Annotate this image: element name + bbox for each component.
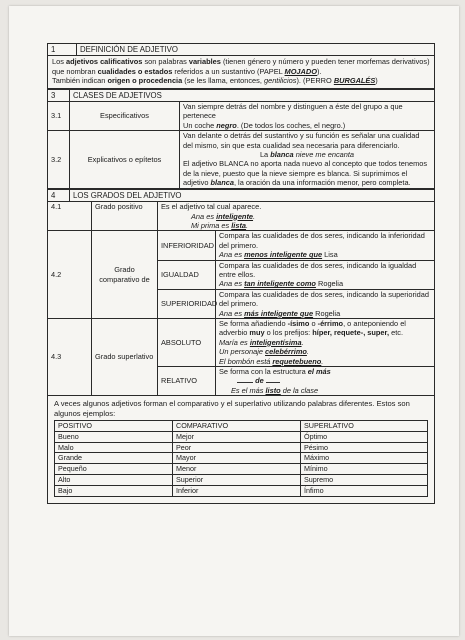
- text: Mi prima es: [191, 220, 232, 230]
- subgrade-relativo: RELATIVO: [158, 367, 216, 396]
- example-line: [219, 386, 431, 395]
- term-origen: origen o procedencia: [107, 76, 183, 86]
- text: o: [309, 318, 318, 328]
- section-title: DEFINICIÓN DE ADJETIVO: [77, 44, 435, 56]
- text: .: [321, 356, 324, 366]
- definition-paragraph: [52, 57, 430, 76]
- cell-positivo: Bajo: [55, 485, 173, 496]
- class-desc-explicativos: [180, 131, 435, 188]
- text: referidos a un sustantivo (PAPEL: [172, 66, 285, 76]
- text: nieve me encanta: [293, 150, 355, 160]
- subgrade-inferioridad: INFERIORIDAD: [158, 231, 216, 260]
- section-grades: [47, 189, 435, 397]
- example-line: [183, 121, 431, 130]
- suffix-errimo: -érrimo: [317, 318, 344, 328]
- example-word: celebérrimo: [265, 347, 307, 357]
- text: ). (PERRO: [296, 76, 334, 86]
- structure-line: [219, 376, 431, 385]
- term-adjetivos-calificativos: adjetivos calificativos: [65, 57, 143, 67]
- text: o los prefijos:: [264, 328, 313, 338]
- grade-label-positivo: Grado positivo: [92, 202, 158, 231]
- adverb-muy: muy: [249, 328, 265, 338]
- example-line: [219, 309, 431, 318]
- example-word: menos inteligente que: [244, 250, 323, 260]
- text: .: [253, 211, 256, 221]
- desc-line: Van delante o detrás del sustantivo y su función es señalar una cualidad del mismo, sin que esta cualidad sea necesaria para diferenciarlo.: [183, 131, 420, 150]
- text: Es el más: [231, 385, 266, 395]
- example-line: [219, 338, 431, 347]
- row-number: 4.2: [48, 231, 92, 319]
- blank-line: [237, 382, 253, 383]
- desc-line: Van siempre detrás del nombre y distinguen a éste del grupo a que pertenece: [183, 102, 403, 121]
- grade-label-superlativo: Grado superlativo: [92, 318, 158, 395]
- table-row: [55, 475, 428, 486]
- class-desc-especificativos: [180, 102, 435, 131]
- section-title: CLASES DE ADJETIVOS: [70, 89, 435, 101]
- cell-comparativo: Mejor: [173, 431, 301, 442]
- text: , o anteponiendo el adverbio: [219, 318, 406, 338]
- text: .: [306, 347, 309, 357]
- example-line: [219, 347, 431, 356]
- desc-line: Compara las cualidades de dos seres, indicando la igualdad entre ellos.: [219, 260, 417, 279]
- example-word: inteligentísima: [249, 337, 302, 347]
- desc-line: [219, 319, 431, 338]
- intro-text: A veces algunos adjetivos forman el comparativo y el superlativo utilizando palabras diferentes. Estos son algunos ejemplos:: [54, 399, 410, 418]
- suffix-isimo: -ísimo: [287, 318, 310, 328]
- cell-superlativo: Máximo: [301, 453, 428, 464]
- table-row: [55, 464, 428, 475]
- table-row: [55, 431, 428, 442]
- cell-positivo: Bueno: [55, 431, 173, 442]
- example-word: listo: [265, 385, 281, 395]
- definition-text: [48, 56, 435, 88]
- row-number: 4.3: [48, 318, 92, 395]
- blank-line: [266, 382, 280, 383]
- text: de la clase: [280, 385, 319, 395]
- example-word: requetebueno: [272, 356, 322, 366]
- desc-line: [219, 367, 431, 376]
- cell-superlativo: Mínimo: [301, 464, 428, 475]
- cell-superlativo: Pésimo: [301, 442, 428, 453]
- class-label-explicativos: Explicativos o epítetos: [70, 131, 180, 188]
- structure-de: de: [255, 376, 264, 386]
- table-header-row: [55, 421, 428, 432]
- example-word: negro: [216, 120, 237, 130]
- cell-superlativo: Óptimo: [301, 431, 428, 442]
- text: Ana es: [191, 211, 217, 221]
- text: .: [246, 220, 249, 230]
- subgrade-desc-inferioridad: [216, 231, 435, 260]
- prefixes: híper, requete-, super,: [312, 328, 390, 338]
- text: (se les llama, entonces,: [182, 76, 264, 86]
- cell-superlativo: Ínfimo: [301, 485, 428, 496]
- example-line: [219, 357, 431, 366]
- subgrade-desc-relativo: [216, 367, 435, 396]
- example-word: inteligente: [216, 211, 254, 221]
- term-cualidades: cualidades o estados: [97, 66, 173, 76]
- subgrade-igualdad: IGUALDAD: [158, 260, 216, 289]
- cell-superlativo: Supremo: [301, 475, 428, 486]
- structure-el-mas: el más: [307, 367, 331, 376]
- text: . (De todos los coches, el negro.): [236, 120, 346, 130]
- text: También indican: [52, 76, 108, 86]
- example-mojado: MOJADO: [284, 66, 317, 76]
- example-word: lista: [231, 220, 247, 230]
- cell-comparativo: Mayor: [173, 453, 301, 464]
- example-line: [161, 212, 431, 221]
- section-classes: [47, 89, 435, 189]
- text: Un personaje: [219, 347, 266, 357]
- subgrade-absoluto: ABSOLUTO: [158, 318, 216, 366]
- cell-positivo: Grande: [55, 453, 173, 464]
- text: Se forma con la estructura: [219, 367, 308, 376]
- text: La: [259, 150, 271, 160]
- class-label-especificativos: Especificativos: [70, 102, 180, 131]
- row-number: 3.2: [48, 131, 70, 188]
- text: Un coche: [183, 120, 217, 130]
- text: Se forma añadiendo: [219, 318, 288, 328]
- example-word: más inteligente que: [244, 308, 314, 318]
- table-row: [55, 485, 428, 496]
- section-number: 4: [48, 189, 70, 201]
- example-line: [219, 279, 431, 288]
- explanation-line: [183, 159, 431, 187]
- subgrade-desc-absoluto: [216, 318, 435, 366]
- row-number: 3.1: [48, 102, 70, 131]
- gentilicio-paragraph: [52, 76, 430, 85]
- irregular-forms-intro: [47, 396, 435, 420]
- text: El adjetivo BLANCA no aporta nada nuevo al concepto que todos tenemos de la nieve, puesto que la nieve siempre es blanca. Si suprimimos el adjetivo: [183, 159, 428, 188]
- text: Ana es: [219, 279, 245, 289]
- text: (tienen género y número y pueden tener morfemas derivativos) que nombran: [52, 57, 430, 76]
- text: El bombón está: [219, 356, 273, 366]
- grade-desc-positivo: [158, 202, 435, 231]
- section-number: 1: [48, 44, 77, 56]
- text: ).: [316, 66, 322, 76]
- desc-line: Compara las cualidades de dos seres, indicando la superioridad del primero.: [219, 289, 429, 309]
- adjective-worksheet: [47, 43, 435, 504]
- table-row: [55, 453, 428, 464]
- cell-comparativo: Menor: [173, 464, 301, 475]
- example-word: blanca: [270, 150, 294, 160]
- irregular-forms-table: [54, 420, 428, 497]
- subgrade-desc-igualdad: [216, 260, 435, 289]
- text: Los: [52, 57, 66, 67]
- row-number: 4.1: [48, 202, 92, 231]
- column-header: POSITIVO: [55, 421, 173, 432]
- example-word: tan inteligente como: [244, 279, 316, 289]
- desc-line: Es el adjetivo tal cual aparece.: [161, 202, 262, 212]
- text: Lisa: [322, 250, 338, 260]
- column-header: COMPARATIVO: [173, 421, 301, 432]
- document-page: [9, 6, 459, 636]
- example-line: [161, 221, 431, 230]
- desc-line: Compara las cualidades de dos seres, indicando la inferioridad del primero.: [219, 231, 425, 250]
- column-header: SUPERLATIVO: [301, 421, 428, 432]
- cell-positivo: Malo: [55, 442, 173, 453]
- irregular-forms-wrapper: [47, 420, 435, 504]
- cell-comparativo: Inferior: [173, 485, 301, 496]
- text: etc.: [389, 328, 404, 338]
- section-number: 3: [48, 89, 70, 101]
- text: .: [301, 337, 304, 347]
- example-line: [183, 150, 431, 159]
- example-word: blanca: [210, 178, 234, 188]
- example-burgales: BURGALÉS: [333, 76, 376, 86]
- text: Ana es: [219, 250, 245, 260]
- table-row: [55, 442, 428, 453]
- grade-label-comparativo: Grado comparativo de: [92, 231, 158, 319]
- example-line: [219, 250, 431, 259]
- term-gentilicios: gentilicios: [263, 76, 297, 86]
- text: ): [375, 76, 378, 86]
- text: Rogelia: [315, 279, 344, 289]
- text: Ana es: [219, 308, 245, 318]
- text: , la oración da una información menor, pero completa.: [233, 178, 411, 188]
- text: María es: [219, 337, 250, 347]
- cell-comparativo: Superior: [173, 475, 301, 486]
- cell-comparativo: Peor: [173, 442, 301, 453]
- subgrade-desc-superioridad: [216, 289, 435, 318]
- text: Rogelia: [313, 308, 341, 318]
- subgrade-superioridad: SUPERIORIDAD: [158, 289, 216, 318]
- text: son palabras: [142, 57, 189, 67]
- term-variables: variables: [188, 57, 221, 67]
- cell-positivo: Pequeño: [55, 464, 173, 475]
- section-definition: [47, 43, 435, 89]
- section-title: LOS GRADOS DEL ADJETIVO: [70, 189, 435, 201]
- cell-positivo: Alto: [55, 475, 173, 486]
